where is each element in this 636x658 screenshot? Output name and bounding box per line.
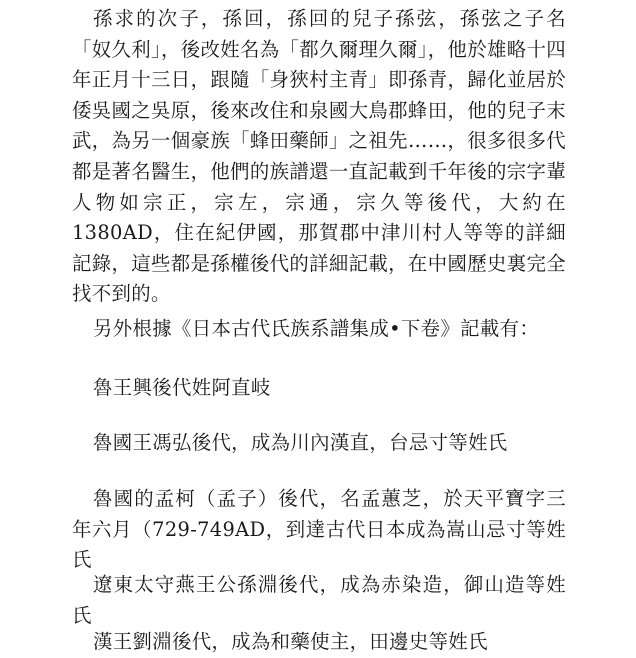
paragraph-genealogy-source: 另外根據《日本古代氏族系譜集成•下卷》記載有： (93, 317, 540, 340)
paragraph-gongsun-yuan: 遼東太守燕王公孫淵後代，成為赤染造，御山造等姓氏 (72, 573, 566, 627)
paragraph-sun-family-history: 孫求的次子，孫回，孫回的兒子孫弦，孫弦之子名「奴久利」，後改姓名為「都久爾理久爾」，他於雄略十四年正月十三日，跟隨「身狹村主青」即孫青，歸化並居於倭吳國之吳原，後來改住和泉國大鳥郡蜂田，他的兒子末武，為另一個豪族「蜂田藥師」之祖先……，很多很多代都是著名醫生，他們的族譜還一直記載到千年後的宗字輩人物如宗正，宗左，宗通，宗久等後代，大約在1380AD，住在紀伊國，那賀郡中津川村人等等的詳細記錄，這些都是孫權後代的詳細記載，在中國歷史裏完全找不到的。 (72, 7, 566, 306)
paragraph-lu-wang-xing: 魯王興後代姓阿直岐 (93, 376, 271, 399)
paragraph-mencius-descendants: 魯國的孟柯（孟子）後代，名孟蕙芝，於天平寶字三年六月（729-749AD，到達古代日本成為嵩山忌寸等姓氏 (72, 487, 566, 572)
paragraph-feng-hong: 魯國王馮弘後代，成為川內漢直，台忌寸等姓氏 (93, 431, 508, 454)
paragraph-liu-yuan: 漢王劉淵後代，成為和藥使主，田邊史等姓氏 (93, 630, 488, 653)
